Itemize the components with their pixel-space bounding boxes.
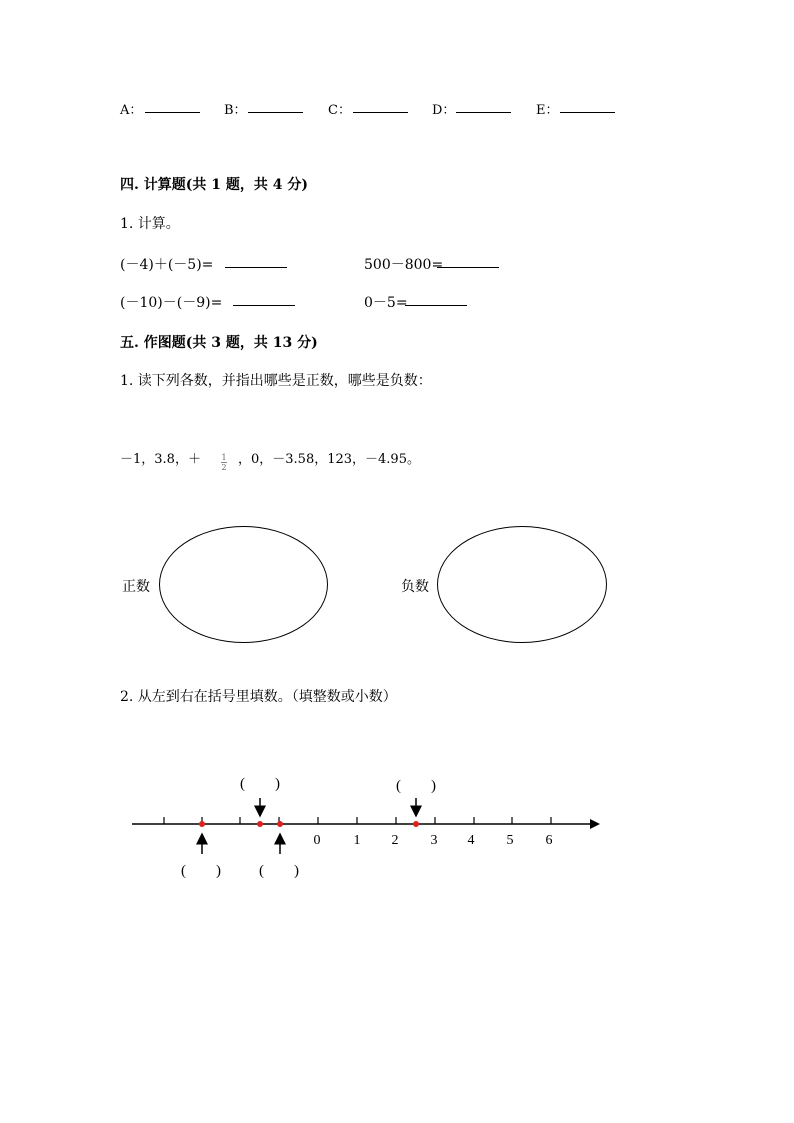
answer-blank-b[interactable]: [248, 100, 303, 113]
numbers-part1: －1，3.8，＋: [120, 452, 201, 467]
section5-q2-title: 2. 从左到右在括号里填数。（填整数或小数）: [120, 689, 397, 705]
calc-problem-1: (－4)＋(－5)=: [120, 257, 214, 273]
answer-label-a: A：: [120, 103, 143, 118]
answer-label-d: D：: [432, 103, 456, 118]
answer-blank-e[interactable]: [560, 100, 615, 113]
numbers-part2: ，0，－3.58，123，－4.95。: [238, 452, 420, 467]
number-line-figure: [0, 760, 794, 890]
calc-problem-4: 0－5=: [364, 295, 408, 311]
calc-problem-3: (－10)－(－9)=: [120, 295, 223, 311]
negative-label: 负数: [401, 579, 429, 595]
section4-heading: 四. 计算题(共 1 题，共 4 分): [120, 177, 308, 193]
point-4: [413, 821, 419, 827]
answer-label-b: B：: [224, 103, 247, 118]
answer-bracket-top-1[interactable]: ( ): [240, 776, 280, 792]
answer-bracket-bottom-2[interactable]: ( ): [259, 863, 299, 879]
tick-label-6: 6: [545, 833, 553, 848]
positive-label: 正数: [122, 579, 150, 595]
tick-label-0: 0: [313, 833, 321, 848]
calc-blank-2[interactable]: [437, 255, 499, 268]
tick-label-4: 4: [467, 833, 475, 848]
tick-label-1: 1: [353, 833, 361, 848]
calc-blank-3[interactable]: [233, 293, 295, 306]
tick-label-5: 5: [506, 833, 514, 848]
answer-blank-a[interactable]: [145, 100, 200, 113]
calc-blank-4[interactable]: [405, 293, 467, 306]
point-3: [277, 821, 283, 827]
answer-label-e: E：: [536, 103, 559, 118]
tick-label-3: 3: [430, 833, 438, 848]
negative-ellipse[interactable]: [437, 526, 607, 643]
section4-q1-title: 1. 计算。: [120, 216, 180, 232]
fraction-one-half: [220, 453, 228, 472]
fraction-denominator: 2: [221, 463, 227, 472]
answer-blank-c[interactable]: [353, 100, 408, 113]
answer-label-c: C：: [328, 103, 351, 118]
answer-blank-d[interactable]: [456, 100, 511, 113]
positive-ellipse[interactable]: [159, 526, 328, 643]
answer-bracket-top-2[interactable]: ( ): [396, 778, 436, 794]
calc-problem-2: 500－800=: [364, 257, 444, 273]
section5-heading: 五. 作图题(共 3 题，共 13 分): [120, 335, 318, 351]
calc-blank-1[interactable]: [225, 255, 287, 268]
point-1: [199, 821, 205, 827]
fraction-numerator: 1: [221, 453, 227, 462]
point-2: [257, 821, 263, 827]
section5-q1-title: 1. 读下列各数，并指出哪些是正数，哪些是负数：: [120, 373, 432, 389]
tick-label-2: 2: [391, 833, 399, 848]
answer-bracket-bottom-1[interactable]: ( ): [181, 863, 221, 879]
number-line-arrowhead: [590, 819, 600, 829]
